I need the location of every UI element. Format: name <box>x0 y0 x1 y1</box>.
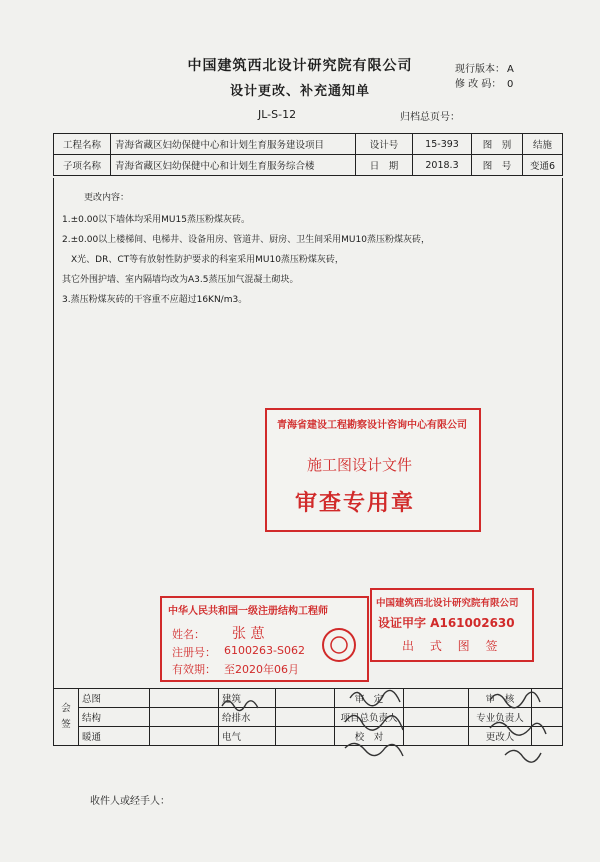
drawing-type-label: 图 别 <box>472 134 523 155</box>
document-code: JL-S-12 <box>258 108 297 121</box>
engineer-stamp-title: 中华人民共和国一级注册结构工程师 <box>168 606 328 617</box>
review-stamp-title: 审查专用章 <box>295 491 416 516</box>
figure-no: 变通6 <box>523 155 563 176</box>
version-value: A <box>507 64 514 75</box>
company-name: 中国建筑西北设计研究院有限公司 <box>187 58 413 74</box>
change-heading: 更改内容： <box>84 193 130 203</box>
drawing-type: 结施 <box>523 134 563 155</box>
engineer-valid-label: 有效期： <box>172 663 216 676</box>
signoff-role-modifier: 更改人 <box>469 727 532 746</box>
cert-stamp-org: 中国建筑西北设计研究院有限公司 <box>376 598 519 609</box>
review-stamp-doc: 施工图设计文件 <box>307 456 413 474</box>
signoff-role-discipline-lead: 专业负责人 <box>469 708 532 727</box>
cert-stamp-no: 设证甲字 A161002630 <box>378 616 515 630</box>
project-label: 工程名称 <box>54 134 111 155</box>
sub-project-label: 子项名称 <box>54 155 111 176</box>
change-line-3: X光、DR、CT等有放射性防护要求的科室采用MU10蒸压粉煤灰砖， <box>62 255 344 265</box>
change-line-1: 1.±0.00以下墙体均采用MU15蒸压粉煤灰砖。 <box>62 215 250 225</box>
design-no: 15-393 <box>413 134 472 155</box>
engineer-valid: 至2020年06月 <box>224 663 299 676</box>
signoff-role-arch: 建筑 <box>219 689 276 708</box>
document-title: 设计更改、补充通知单 <box>229 84 370 99</box>
signoff-role-plumbing: 给排水 <box>219 708 276 727</box>
design-no-label: 设计号 <box>356 134 413 155</box>
signoff-role-checker: 校 对 <box>335 727 404 746</box>
signoff-section-label: 会签 <box>54 689 79 746</box>
signoff-role-hvac: 暖通 <box>79 727 150 746</box>
sub-project-name: 青海省藏区妇幼保健中心和计划生育服务综合楼 <box>111 155 356 176</box>
signoff-role-electrical: 电气 <box>219 727 276 746</box>
review-stamp-org: 青海省建设工程勘察设计咨询中心有限公司 <box>277 420 467 431</box>
signoff-role-approve: 审 定 <box>335 689 404 708</box>
signoff-role-structure: 结构 <box>79 708 150 727</box>
change-line-2: 2.±0.00以上楼梯间、电梯井、设备用房、管道井、厨房、卫生间采用MU10蒸压粉煤灰砖， <box>62 235 430 245</box>
archive-page-label: 归档总页号： <box>400 112 460 123</box>
revision-label: 修 改 码： <box>455 79 502 90</box>
signoff-role-project-lead: 项目总负责人 <box>335 708 404 727</box>
change-line-4: 其它外围护墙、室内隔墙均改为A3.5蒸压加气混凝土砌块。 <box>62 275 299 285</box>
engineer-name: 张 葸 <box>232 626 265 642</box>
figure-no-label: 图 号 <box>472 155 523 176</box>
project-name: 青海省藏区妇幼保健中心和计划生育服务建设项目 <box>111 134 356 155</box>
revision-value: 0 <box>507 79 514 90</box>
date-value: 2018.3 <box>413 155 472 176</box>
engineer-reg-label: 注册号： <box>172 646 216 659</box>
engineer-reg: 6100263-S062 <box>224 644 305 657</box>
version-label: 现行版本： <box>455 64 505 75</box>
engineer-name-label: 姓名： <box>172 628 205 641</box>
date-label: 日 期 <box>356 155 413 176</box>
signoff-role-general: 总图 <box>79 689 150 708</box>
receiver-label: 收件人或经手人： <box>90 796 170 807</box>
change-line-5: 3.蒸压粉煤灰砖的干容重不应超过16KN/m3。 <box>62 295 248 305</box>
signoff-role-review: 审 核 <box>469 689 532 708</box>
cert-stamp-type: 出 式 图 签 <box>402 639 504 653</box>
